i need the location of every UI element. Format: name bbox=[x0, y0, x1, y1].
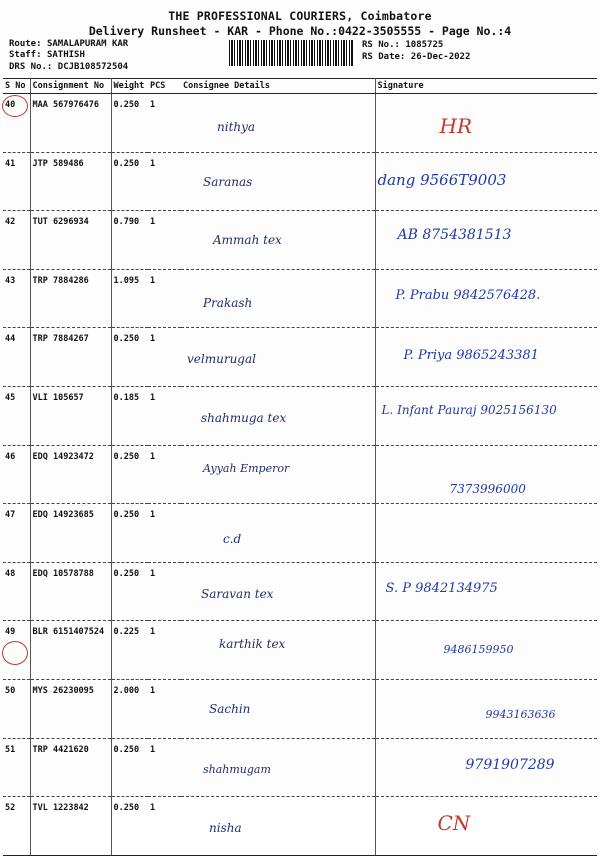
row-weight: 0.250 bbox=[111, 738, 148, 797]
rs-date-label: RS Date: bbox=[362, 52, 406, 62]
col-pcs: PCS bbox=[148, 79, 181, 94]
drs-value: DCJB108572504 bbox=[57, 62, 129, 72]
row-weight: 0.250 bbox=[111, 562, 148, 621]
row-pcs: 1 bbox=[148, 94, 181, 153]
row-consignment: EDQ 14923685 bbox=[30, 504, 111, 563]
company-title: THE PROFESSIONAL COURIERS, Coimbatore bbox=[168, 9, 432, 23]
row-signature-handwritten: CN bbox=[437, 811, 471, 836]
table-row bbox=[3, 94, 597, 153]
row-consignee-handwritten: shahmugam bbox=[203, 762, 271, 776]
row-signature-handwritten: P. Prabu 9842576428. bbox=[395, 287, 541, 303]
staff-value: SATHISH bbox=[46, 50, 85, 60]
row-weight: 0.250 bbox=[111, 797, 148, 856]
row-sno: 51 bbox=[3, 738, 30, 797]
table-row bbox=[3, 621, 597, 680]
row-pcs: 1 bbox=[148, 211, 181, 270]
staff-label: Staff: bbox=[9, 50, 42, 60]
row-sno: 48 bbox=[3, 562, 30, 621]
table-row bbox=[3, 386, 597, 445]
row-signature-handwritten: AB 8754381513 bbox=[397, 227, 512, 244]
staff-line bbox=[9, 50, 85, 60]
row-consignee-handwritten: velmurugal bbox=[187, 352, 256, 367]
row-sno: 40 bbox=[3, 94, 30, 153]
row-weight: 0.250 bbox=[111, 152, 148, 211]
table-row bbox=[3, 269, 597, 328]
row-consignee-handwritten: Prakash bbox=[203, 295, 253, 310]
row-signature-handwritten: dang 9566T9003 bbox=[377, 170, 507, 189]
row-pcs: 1 bbox=[148, 738, 181, 797]
barcode bbox=[229, 40, 353, 66]
row-consignee-handwritten: Saravan tex bbox=[201, 586, 274, 601]
row-sno: 45 bbox=[3, 386, 30, 445]
table-row bbox=[3, 562, 597, 621]
row-weight: 0.790 bbox=[111, 211, 148, 270]
col-consignee-details: Consignee Details bbox=[181, 79, 375, 94]
row-consignee-handwritten: karthik tex bbox=[219, 637, 286, 652]
rs-no-label: RS No.: bbox=[362, 40, 400, 50]
row-sno: 41 bbox=[3, 152, 30, 211]
red-circle-mark bbox=[2, 641, 28, 665]
row-consignee-handwritten: nithya bbox=[217, 120, 256, 134]
row-pcs: 1 bbox=[148, 386, 181, 445]
row-consignment: MYS 26230095 bbox=[30, 679, 111, 738]
col-signature: Signature bbox=[375, 79, 597, 94]
table-row bbox=[3, 152, 597, 211]
row-pcs: 1 bbox=[148, 797, 181, 856]
row-signature-handwritten: 9943163636 bbox=[485, 707, 556, 721]
row-signature-handwritten: HR bbox=[439, 114, 472, 138]
row-signature-handwritten: 9791907289 bbox=[465, 756, 555, 773]
table-row bbox=[3, 504, 597, 563]
row-pcs: 1 bbox=[148, 562, 181, 621]
row-weight: 2.000 bbox=[111, 679, 148, 738]
row-signature-handwritten: S. P 9842134975 bbox=[385, 580, 498, 596]
row-sno: 42 bbox=[3, 211, 30, 270]
table-row bbox=[3, 445, 597, 504]
row-sno: 47 bbox=[3, 504, 30, 563]
row-signature-handwritten: L. Infant Pauraj 9025156130 bbox=[381, 402, 557, 417]
col-consignment: Consignment No bbox=[30, 79, 111, 94]
row-weight: 0.250 bbox=[111, 328, 148, 387]
row-pcs: 1 bbox=[148, 445, 181, 504]
drs-label: DRS No.: bbox=[9, 62, 53, 72]
table-header-row bbox=[3, 79, 597, 94]
row-consignment: TVL 1223842 bbox=[30, 797, 111, 856]
row-consignee-handwritten: Saranas bbox=[203, 174, 253, 189]
row-consignee-handwritten: Sachin bbox=[209, 701, 251, 716]
row-consignee-handwritten: Ammah tex bbox=[213, 233, 282, 248]
table-row bbox=[3, 679, 597, 738]
red-circle-mark bbox=[2, 95, 28, 117]
row-weight: 0.225 bbox=[111, 621, 148, 680]
row-consignment: TRP 7884267 bbox=[30, 328, 111, 387]
table-row bbox=[3, 211, 597, 270]
route-value: SAMALAPURAM KAR bbox=[46, 39, 129, 49]
row-sno: 44 bbox=[3, 328, 30, 387]
route-label: Route: bbox=[9, 39, 42, 49]
row-consignee-handwritten: Ayyah Emperor bbox=[203, 461, 290, 475]
row-signature-handwritten: 9486159950 bbox=[443, 643, 514, 657]
rs-date-line bbox=[362, 52, 470, 62]
row-pcs: 1 bbox=[148, 269, 181, 328]
row-weight: 0.250 bbox=[111, 445, 148, 504]
row-pcs: 1 bbox=[148, 679, 181, 738]
row-signature-handwritten: P. Priya 9865243381 bbox=[403, 348, 539, 364]
col-weight: Weight bbox=[111, 79, 148, 94]
runsheet-subtitle: Delivery Runsheet - KAR - Phone No.:0422-3505555 - Page No.:4 bbox=[88, 24, 512, 38]
row-sno: 49 bbox=[3, 621, 30, 680]
row-consignment: TRP 4421620 bbox=[30, 738, 111, 797]
row-pcs: 1 bbox=[148, 328, 181, 387]
table-row bbox=[3, 797, 597, 856]
row-consignment: EDQ 10578788 bbox=[30, 562, 111, 621]
row-consignment: TUT 6296934 bbox=[30, 211, 111, 270]
route-line bbox=[9, 39, 128, 49]
row-pcs: 1 bbox=[148, 621, 181, 680]
row-sno: 52 bbox=[3, 797, 30, 856]
row-consignee-handwritten: c.d bbox=[223, 532, 242, 547]
row-weight: 0.250 bbox=[111, 94, 148, 153]
row-consignment: VLI 105657 bbox=[30, 386, 111, 445]
runsheet-table bbox=[3, 78, 597, 856]
table-row bbox=[3, 328, 597, 387]
col-sno: S No bbox=[3, 79, 30, 94]
row-consignee-handwritten: shahmuga tex bbox=[201, 410, 287, 425]
row-pcs: 1 bbox=[148, 504, 181, 563]
rs-date-value: 26-Dec-2022 bbox=[410, 52, 471, 62]
row-weight: 0.250 bbox=[111, 504, 148, 563]
row-pcs: 1 bbox=[148, 152, 181, 211]
row-consignee-handwritten: nisha bbox=[209, 821, 242, 836]
row-consignment: TRP 7884286 bbox=[30, 269, 111, 328]
row-weight: 1.095 bbox=[111, 269, 148, 328]
table-row bbox=[3, 738, 597, 797]
row-sno: 50 bbox=[3, 679, 30, 738]
row-consignment: EDQ 14923472 bbox=[30, 445, 111, 504]
row-consignment: BLR 6151407524 bbox=[30, 621, 111, 680]
row-consignment: JTP 589486 bbox=[30, 152, 111, 211]
row-weight: 0.185 bbox=[111, 386, 148, 445]
row-sno: 43 bbox=[3, 269, 30, 328]
drs-line bbox=[9, 62, 128, 72]
row-signature-handwritten: 7373996000 bbox=[449, 481, 526, 496]
row-sno: 46 bbox=[3, 445, 30, 504]
rs-no-line bbox=[362, 40, 443, 50]
row-consignment: MAA 567976476 bbox=[30, 94, 111, 153]
rs-no-value: 1085725 bbox=[405, 40, 444, 50]
